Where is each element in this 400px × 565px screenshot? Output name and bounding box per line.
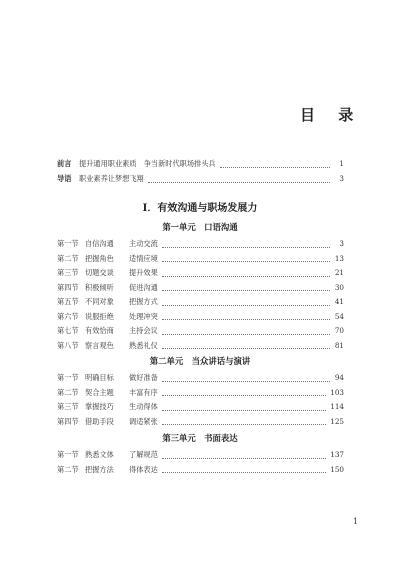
section-number: 第四节 (57, 416, 79, 426)
section-number: 第二节 (57, 464, 79, 474)
section-title-1: 明确目标 (85, 373, 114, 382)
section-title-1: 掌握技巧 (85, 402, 114, 411)
dot-leader (162, 341, 330, 349)
section-title-2: 适情应境 (129, 253, 158, 263)
toc-title: 目 录 (300, 106, 363, 124)
entry-page: 114 (330, 402, 344, 411)
toc-entry[interactable] (57, 401, 344, 412)
section-title-1: 说服拒绝 (85, 311, 114, 321)
section-number: 第五节 (57, 297, 79, 306)
section-title-2: 调适紧张 (129, 416, 158, 426)
entry-page: 21 (334, 268, 344, 277)
entry-page: 3 (339, 239, 344, 248)
toc-entry[interactable] (57, 296, 344, 307)
toc-entry[interactable] (57, 325, 344, 336)
section-title-1: 积极倾听 (85, 282, 114, 292)
section-number: 第一节 (57, 239, 79, 248)
entry-label: 导语 (57, 174, 72, 183)
section-number: 第七节 (57, 326, 79, 335)
toc-entry[interactable] (57, 267, 344, 278)
section-title-2: 处理冲突 (129, 311, 158, 321)
part-title: Ⅰ．有效沟通与职场发展力 (142, 203, 258, 214)
section-title-2: 得体表达 (129, 464, 158, 474)
section-title-2: 主持会议 (129, 326, 158, 335)
dot-leader (162, 374, 330, 382)
section-title-1: 把握角色 (85, 253, 114, 263)
section-number: 第二节 (57, 387, 79, 397)
section-title-2: 促进沟通 (129, 282, 158, 292)
dot-leader (162, 254, 330, 262)
section-title-1: 熟悉文体 (85, 450, 114, 459)
section-number: 第一节 (57, 450, 79, 459)
entry-page: 30 (334, 282, 344, 292)
unit-title-2: 第二单元 当众讲话与演讲 (149, 356, 251, 366)
section-number: 第二节 (57, 253, 79, 263)
dot-leader (162, 417, 327, 425)
section-title-1: 契合主题 (85, 387, 114, 397)
toc-entry[interactable] (57, 238, 344, 249)
section-title-1: 不同对象 (85, 297, 114, 306)
section-title-1: 有效恰商 (85, 326, 114, 335)
toc-entry-introduction[interactable] (57, 173, 344, 184)
entry-title: 提升通用职业素质 争当新时代职场排头兵 (79, 159, 216, 168)
toc-entry[interactable] (57, 282, 344, 293)
entry-label: 前言 (57, 159, 72, 168)
section-number: 第八节 (57, 340, 79, 350)
unit-title-1: 第一单元 口语沟通 (162, 222, 238, 232)
dot-leader (162, 327, 330, 335)
section-title-1: 切题交谈 (85, 268, 114, 277)
entry-title: 职业素养让梦想飞翔 (79, 174, 144, 183)
toc-entry[interactable] (57, 387, 344, 398)
toc-entry[interactable] (57, 416, 344, 427)
toc-entry-preface[interactable] (57, 158, 344, 169)
dot-leader (162, 451, 327, 459)
entry-page: 13 (334, 253, 344, 263)
dot-leader (162, 283, 330, 291)
page-number: 1 (353, 517, 359, 526)
entry-page: 54 (334, 311, 344, 321)
entry-page: 70 (334, 326, 344, 335)
toc-entry[interactable] (57, 311, 344, 322)
entry-page: 3 (339, 174, 344, 183)
dot-leader (162, 312, 330, 320)
entry-page: 103 (330, 387, 344, 397)
entry-page: 41 (334, 297, 344, 306)
section-title-2: 熟悉礼仪 (129, 340, 158, 350)
dot-leader (148, 175, 330, 183)
dot-leader (162, 240, 330, 248)
entry-page: 125 (330, 416, 344, 426)
section-number: 第三节 (57, 268, 79, 277)
section-number: 第三节 (57, 402, 79, 411)
section-title-2: 丰富有序 (129, 387, 158, 397)
section-title-1: 察言观色 (85, 340, 114, 350)
entry-page: 1 (339, 159, 344, 168)
entry-page: 150 (330, 464, 344, 474)
toc-entry[interactable] (57, 372, 344, 383)
entry-page: 94 (334, 373, 344, 382)
dot-leader (162, 388, 327, 396)
toc-entry[interactable] (57, 340, 344, 351)
section-title-2: 了解规范 (129, 450, 158, 459)
dot-leader (162, 465, 327, 473)
section-title-2: 主动交流 (129, 239, 158, 248)
section-title-2: 提升效果 (129, 268, 158, 277)
section-title-1: 借助手段 (85, 416, 114, 426)
section-number: 第一节 (57, 373, 79, 382)
toc-entry[interactable] (57, 449, 344, 460)
section-title-2: 生动得体 (129, 402, 158, 411)
section-title-1: 自信沟通 (85, 239, 114, 248)
unit-title-3: 第三单元 书面表达 (162, 433, 238, 443)
section-title-2: 做好准备 (129, 373, 158, 382)
dot-leader (162, 269, 330, 277)
dot-leader (162, 403, 327, 411)
section-title-1: 把握方法 (85, 464, 114, 474)
section-number: 第六节 (57, 311, 79, 321)
toc-entry[interactable] (57, 464, 344, 475)
entry-page: 81 (334, 340, 344, 350)
section-title-2: 把握方式 (129, 297, 158, 306)
section-number: 第四节 (57, 282, 79, 292)
dot-leader (220, 160, 330, 168)
dot-leader (162, 298, 330, 306)
entry-page: 137 (330, 450, 344, 459)
toc-entry[interactable] (57, 253, 344, 264)
